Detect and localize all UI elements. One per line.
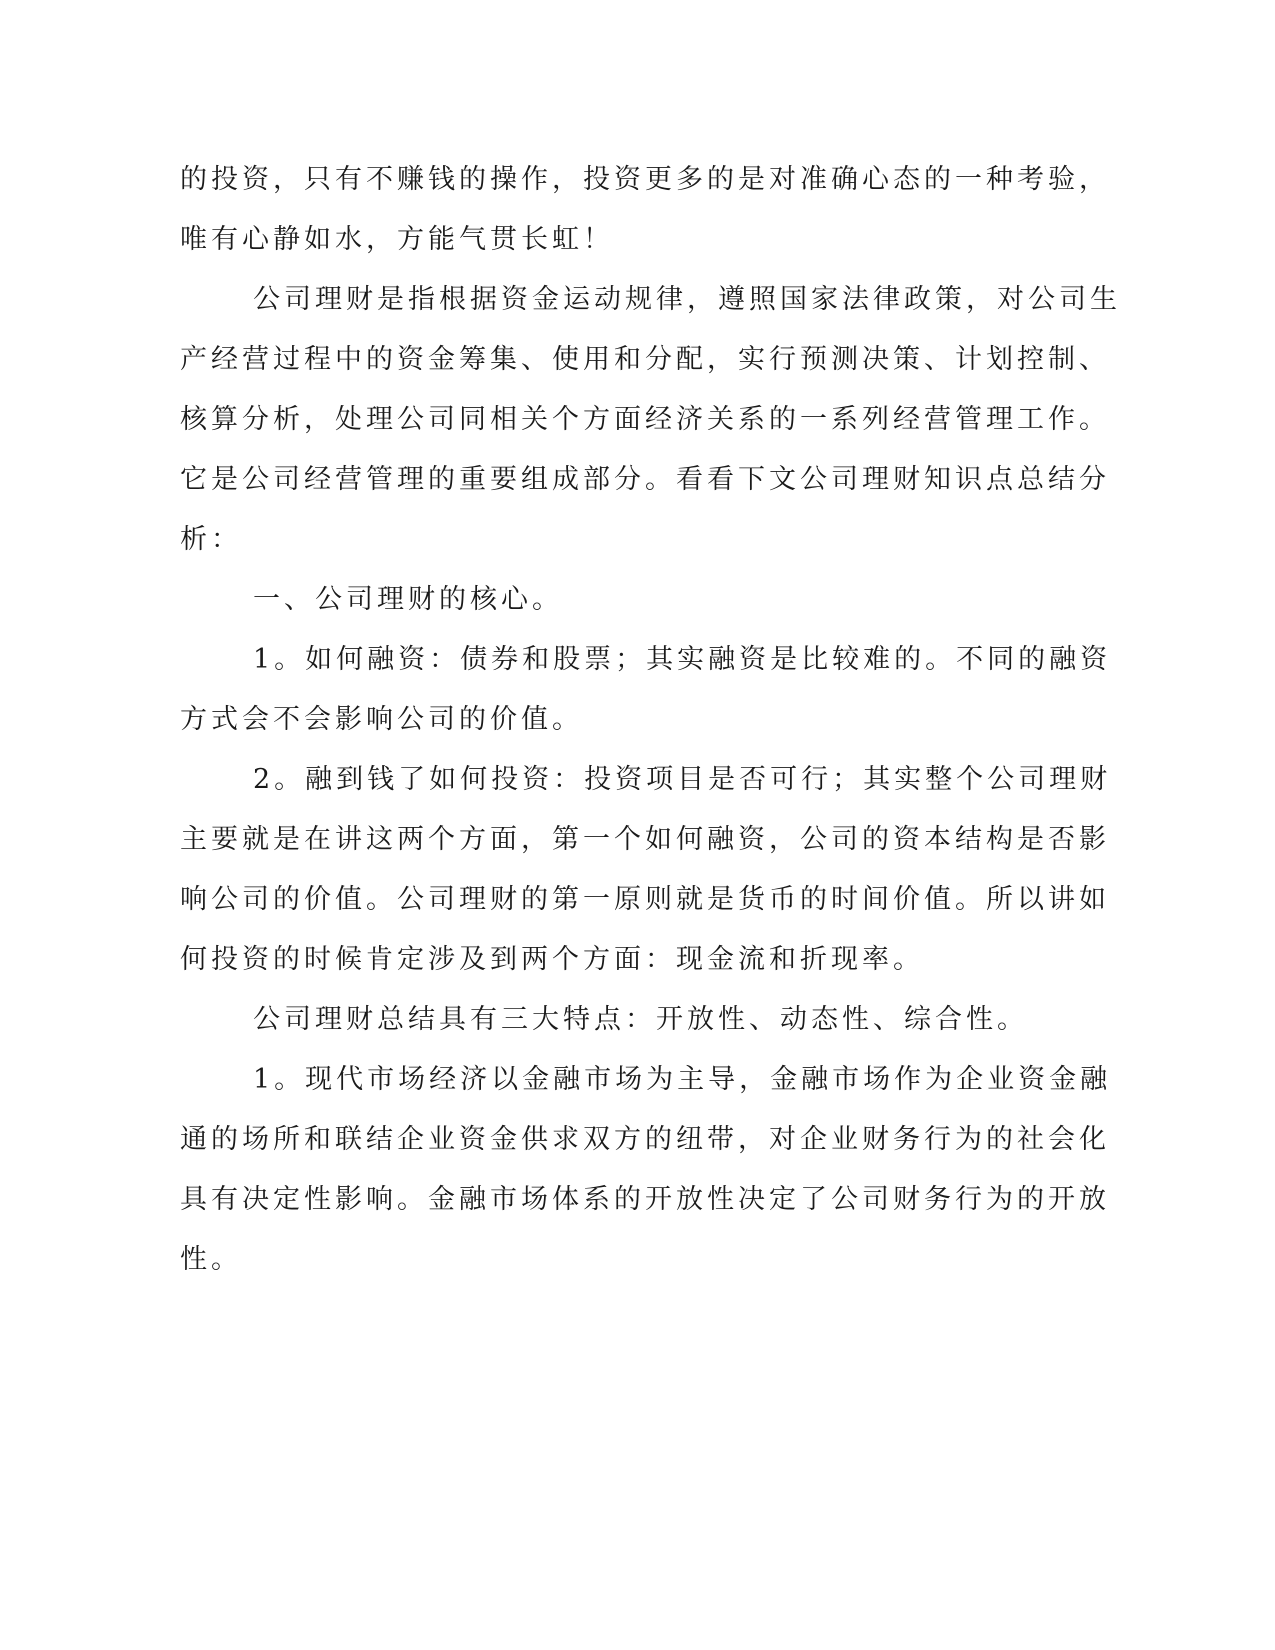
text-line: 主要就是在讲这两个方面，第一个如何融资，公司的资本结构是否影 xyxy=(180,824,1110,855)
text-line: 唯有心静如水，方能气贯长虹！ xyxy=(180,224,614,255)
text-line: 的投资，只有不赚钱的操作，投资更多的是对准确心态的一种考验， xyxy=(180,164,1110,195)
paragraph xyxy=(180,1056,1112,1296)
paragraph xyxy=(180,276,1121,576)
text-line: 具有决定性影响。金融市场体系的开放性决定了公司财务行为的开放 xyxy=(180,1184,1110,1215)
text-line: 何投资的时候肯定涉及到两个方面：现金流和折现率。 xyxy=(180,944,924,975)
document-body xyxy=(180,156,1121,1296)
text-line: 公司理财是指根据资金运动规律，遵照国家法律政策，对公司生 xyxy=(253,284,1121,315)
text-line: 它是公司经营管理的重要组成部分。看看下文公司理财知识点总结分 xyxy=(180,464,1110,495)
text-line: 2。融到钱了如何投资：投资项目是否可行；其实整个公司理财 xyxy=(253,764,1112,795)
paragraph xyxy=(180,636,1112,756)
paragraph xyxy=(180,996,1040,1056)
text-line: 方式会不会影响公司的价值。 xyxy=(180,704,583,735)
text-line: 1。如何融资：债券和股票；其实融资是比较难的。不同的融资 xyxy=(253,644,1112,675)
text-line: 产经营过程中的资金筹集、使用和分配，实行预测决策、计划控制、 xyxy=(180,344,1110,375)
text-line: 性。 xyxy=(180,1244,242,1275)
text-line: 析： xyxy=(180,524,242,555)
text-line: 一、公司理财的核心。 xyxy=(253,584,563,615)
text-line: 1。现代市场经济以金融市场为主导，金融市场作为企业资金融 xyxy=(253,1064,1112,1095)
section-heading xyxy=(180,576,1040,636)
text-line: 公司理财总结具有三大特点：开放性、动态性、综合性。 xyxy=(253,1004,1028,1035)
text-line: 核算分析，处理公司同相关个方面经济关系的一系列经营管理工作。 xyxy=(180,404,1110,435)
paragraph xyxy=(180,756,1112,996)
text-line: 响公司的价值。公司理财的第一原则就是货币的时间价值。所以讲如 xyxy=(180,884,1110,915)
paragraph xyxy=(180,156,1110,276)
text-line: 通的场所和联结企业资金供求双方的纽带，对企业财务行为的社会化 xyxy=(180,1124,1110,1155)
